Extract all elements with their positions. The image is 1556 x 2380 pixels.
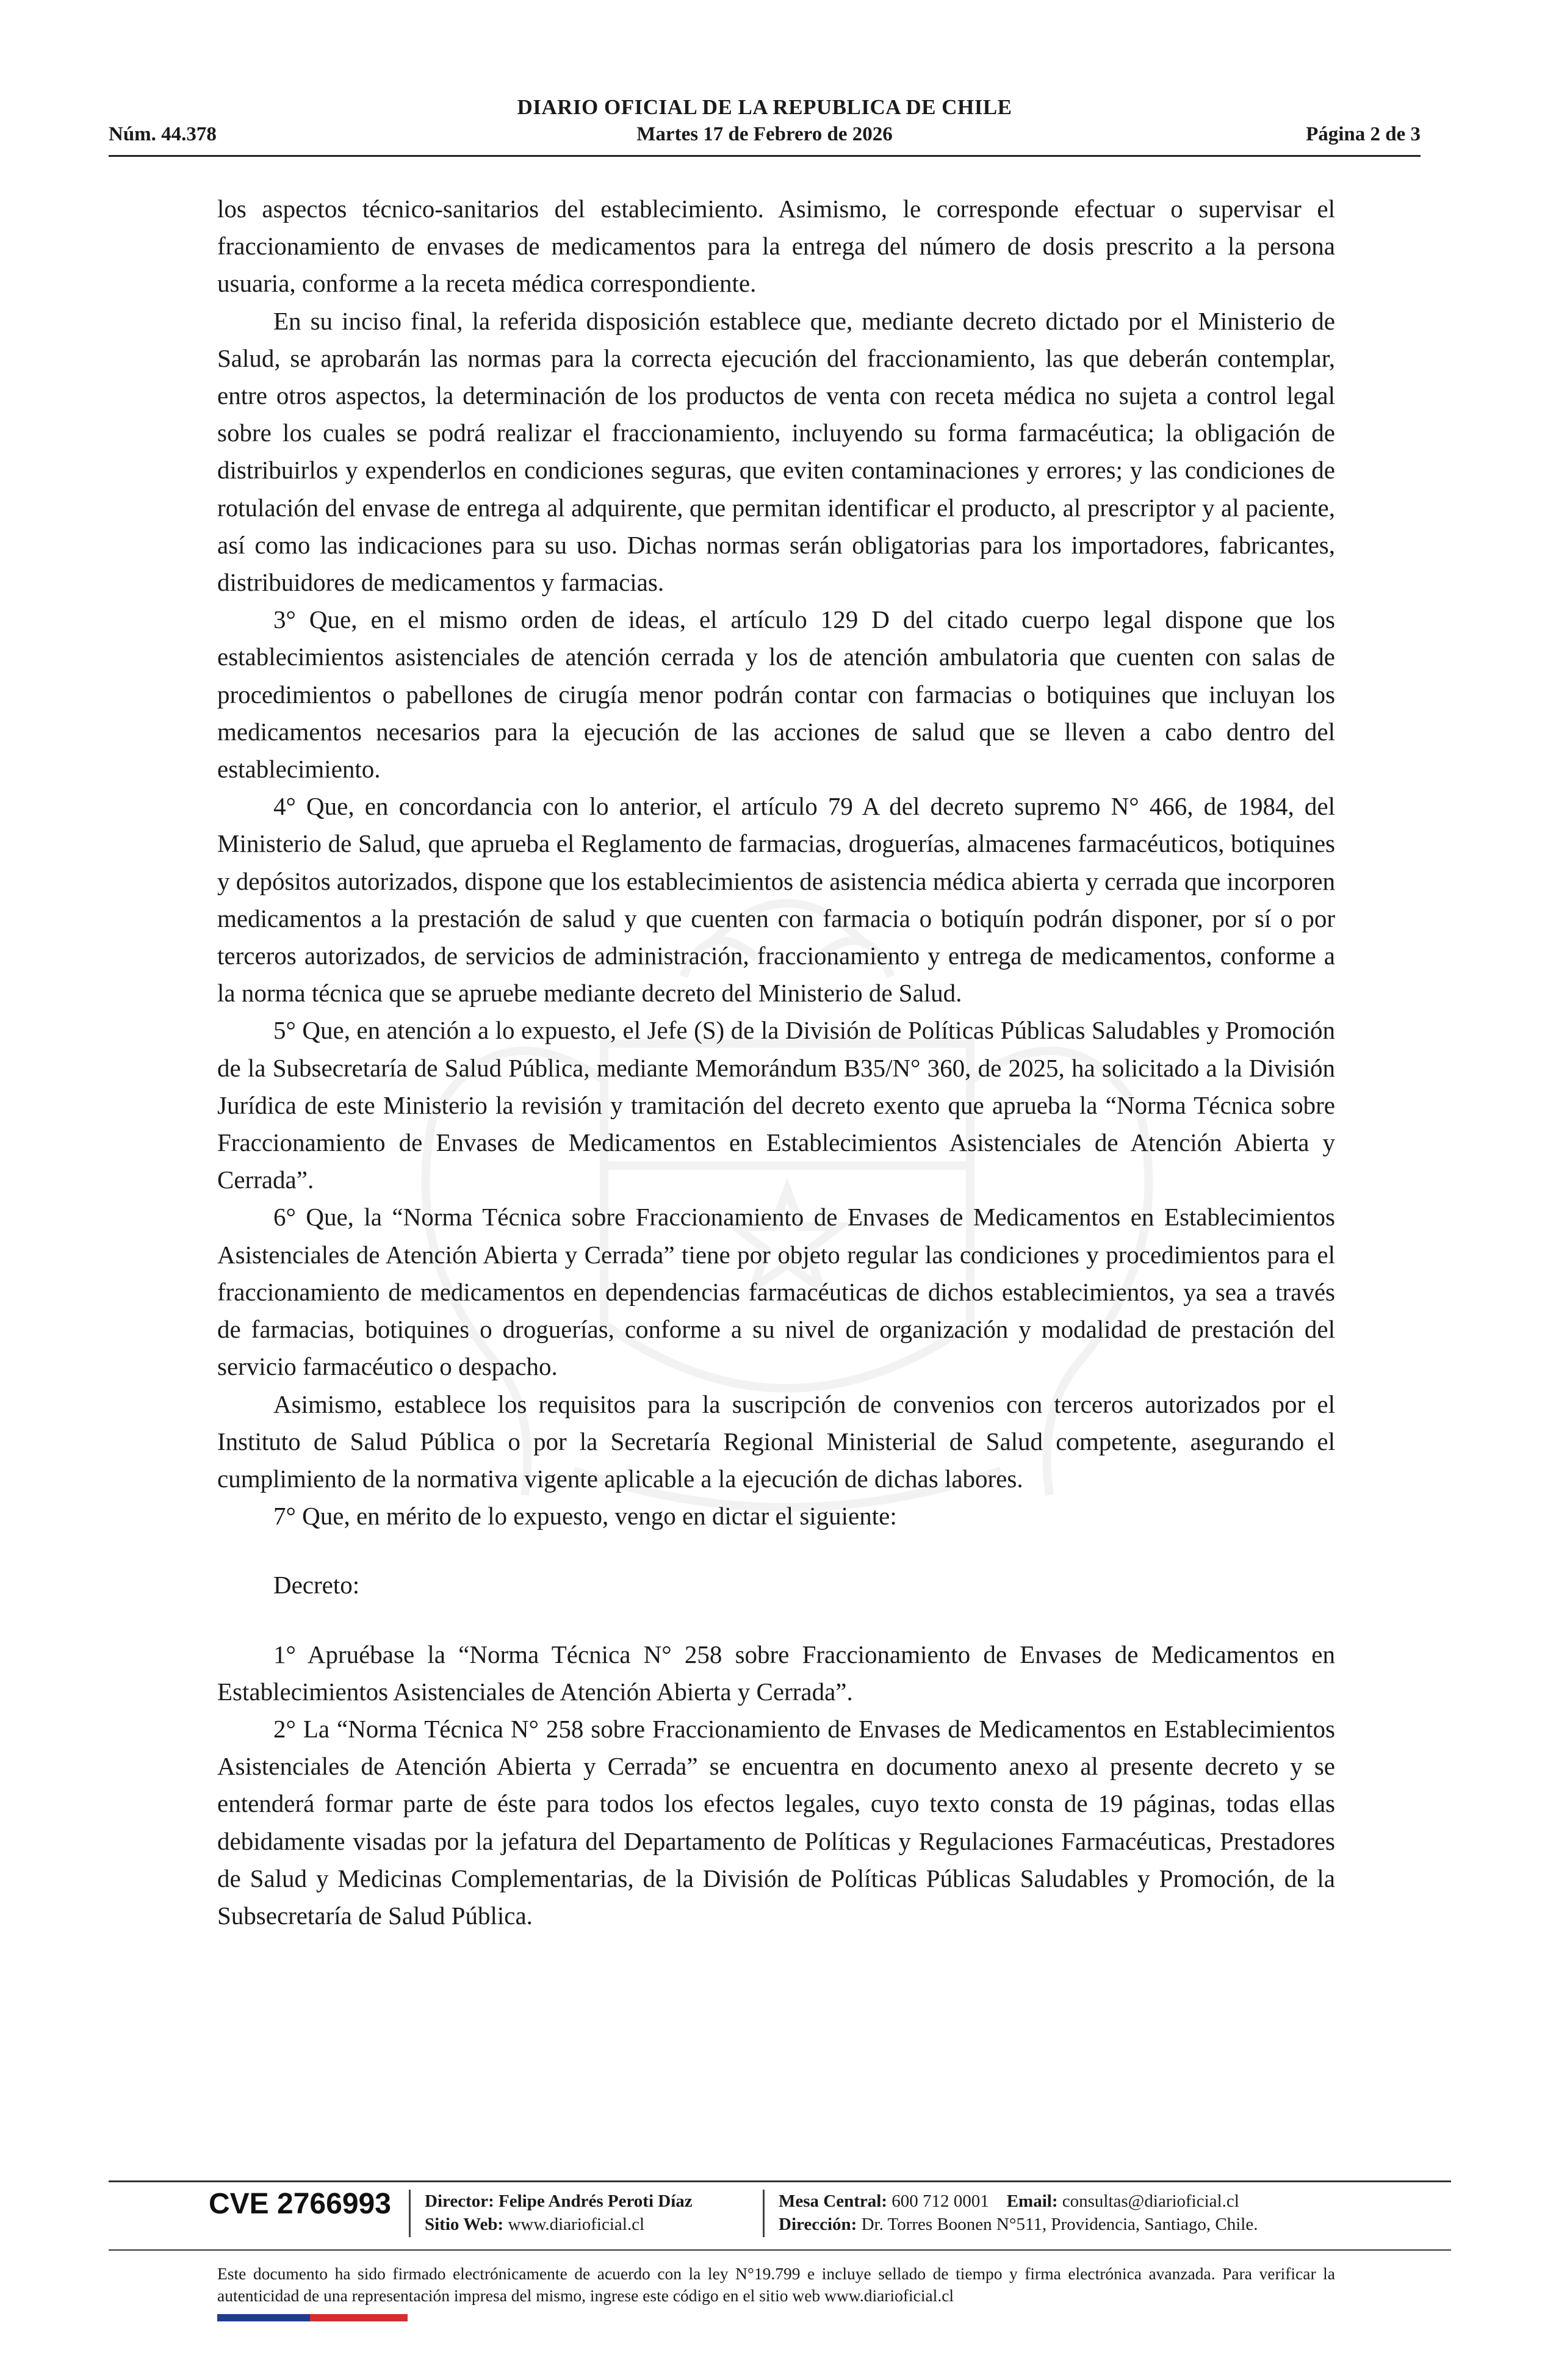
address-label: Dirección: <box>779 2215 857 2234</box>
footer-divider <box>109 2180 1451 2182</box>
paragraph: 1° Apruébase la “Norma Técnica N° 258 sobre Fraccionamiento de Envases de Medicamentos en Establecimientos Asistenciales de Atención Abierta y Cerrada”. <box>217 1640 1335 1706</box>
phone-label: Mesa Central: <box>779 2191 887 2211</box>
footer-director-block <box>425 2190 693 2236</box>
footer-divider-bottom <box>109 2249 1451 2251</box>
flag-stripe-blue <box>217 2314 310 2321</box>
footer-separator <box>763 2190 765 2237</box>
page-number: Página 2 de 3 <box>1306 123 1421 145</box>
issue-number: Núm. 44.378 <box>109 123 217 145</box>
page-header <box>109 92 1421 159</box>
paragraph: En su inciso final, la referida disposición establece que, mediante decreto dictado por el Ministerio de Salud, se aprobarán las normas para la correcta ejecución del fraccionamiento, las que deberán contemplar, entre otros aspectos, la determinación de los productos de venta con receta médica no sujeta a control legal sobre los cuales se podrá realizar el fraccionamiento, incluyendo su forma farmacéutica; la obligación de distribuirlos y expenderlos en condiciones seguras, que eviten contaminaciones y errores; y las condiciones de rotulación del envase de entrega al adquirente, que permitan identificar el producto, al prescriptor y al paciente, así como las indicaciones para su uso. Dichas normas serán obligatorias para los importadores, fabricantes, distribuidores de medicamentos y farmacias. <box>217 306 1335 597</box>
publication-title: DIARIO OFICIAL DE LA REPUBLICA DE CHILE <box>517 95 1012 119</box>
phone-number: 600 712 0001 <box>891 2191 989 2211</box>
footer-separator <box>409 2190 411 2237</box>
decree-body <box>217 190 1335 1935</box>
decree-heading: Decreto: <box>273 1571 360 1599</box>
director-label: Director: <box>425 2191 494 2211</box>
header-divider <box>109 155 1421 157</box>
director-name: Felipe Andrés Peroti Díaz <box>499 2191 693 2211</box>
website-link[interactable]: www.diarioficial.cl <box>508 2215 645 2234</box>
footer-contact-block <box>779 2190 1258 2236</box>
paragraph: 2° La “Norma Técnica N° 258 sobre Fraccionamiento de Envases de Medicamentos en Establecimientos Asistenciales de Atención Abierta y Cerrada” se encuentra en documento anexo al presente decreto y se entenderá formar parte de éste para todos los efectos legales, cuyo texto consta de 19 páginas, todas ellas debidamente visadas por la jefatura del Departamento de Políticas y Regulaciones Farmacéuticas, Prestadores de Salud y Medicinas Complementarias, de la División de Políticas Públicas Saludables y Promoción, de la Subsecretaría de Salud Pública. <box>217 1714 1335 1930</box>
paragraph: Asimismo, establece los requisitos para la suscripción de convenios con terceros autorizados por el Instituto de Salud Pública o por la Secretaría Regional Ministerial de Salud competente, asegurando el cumplimiento de la normativa vigente aplicable a la ejecución de dichas labores. <box>217 1390 1335 1493</box>
email-link[interactable]: consultas@diarioficial.cl <box>1062 2191 1239 2211</box>
publication-date: Martes 17 de Febrero de 2026 <box>636 123 893 145</box>
address-text: Dr. Torres Boonen N°511, Providencia, Santiago, Chile. <box>861 2215 1258 2234</box>
email-label: Email: <box>1006 2191 1058 2211</box>
paragraph: 5° Que, en atención a lo expuesto, el Jefe (S) de la División de Políticas Públicas Saludables y Promoción de la Subsecretaría de Salud Pública, mediante Memorándum B35/N° 360, de 2025, ha solicitado a la División Jurídica de este Ministerio la revisión y tramitación del decreto exento que aprueba la “Norma Técnica sobre Fraccionamiento de Envases de Medicamentos en Establecimientos Asistenciales de Atención Abierta y Cerrada”. <box>217 1016 1335 1194</box>
cve-code: CVE 2766993 <box>209 2188 391 2220</box>
paragraph: 7° Que, en mérito de lo expuesto, vengo en dictar el siguiente: <box>273 1502 897 1531</box>
flag-stripe-red <box>310 2314 408 2321</box>
paragraph: 3° Que, en el mismo orden de ideas, el artículo 129 D del citado cuerpo legal dispone que los establecimientos asistenciales de atención cerrada y los de atención ambulatoria que cuenten con salas de procedimientos o pabellones de cirugía menor podrán contar con farmacias o botiquines que incluyan los medicamentos necesarios para la ejecución de las acciones de salud que se lleven a cabo dentro del establecimiento. <box>217 605 1335 784</box>
paragraph: los aspectos técnico-sanitarios del establecimiento. Asimismo, le corresponde efectuar o supervisar el fraccionamiento de envases de medicamentos para la entrega del número de dosis prescrito a la persona usuaria, conforme a la receta médica correspondiente. <box>217 195 1335 298</box>
paragraph: 4° Que, en concordancia con lo anterior, el artículo 79 A del decreto supremo N° 466, de 1984, del Ministerio de Salud, que aprueba el Reglamento de farmacias, droguerías, almacenes farmacéuticos, botiquines y depósitos autorizados, dispone que los establecimientos de asistencia médica abierta y cerrada que incorporen medicamentos a la prestación de salud y que cuenten con farmacia o botiquín podrán disponer, por sí o por terceros autorizados, de servicios de administración, fraccionamiento y entrega de medicamentos, conforme a la norma técnica que se apruebe mediante decreto del Ministerio de Salud. <box>217 792 1335 1008</box>
legal-notice: Este documento ha sido firmado electrónicamente de acuerdo con la ley N°19.799 e incluye sellado de tiempo y firma electrónica avanzada. Para verificar la autenticidad de una representación impresa del mismo, ingrese este código en el sitio web www.diarioficial.cl <box>217 2264 1335 2305</box>
website-label: Sitio Web: <box>425 2215 504 2234</box>
paragraph: 6° Que, la “Norma Técnica sobre Fraccionamiento de Envases de Medicamentos en Establecimientos Asistenciales de Atención Abierta y Cerrada” tiene por objeto regular las condiciones y procedimientos para el fraccionamiento de medicamentos en dependencias farmacéuticas de dichos establecimientos, ya sea a través de farmacias, botiquines o droguerías, conforme a su nivel de organización y modalidad de prestación del servicio farmacéutico o despacho. <box>217 1203 1335 1381</box>
